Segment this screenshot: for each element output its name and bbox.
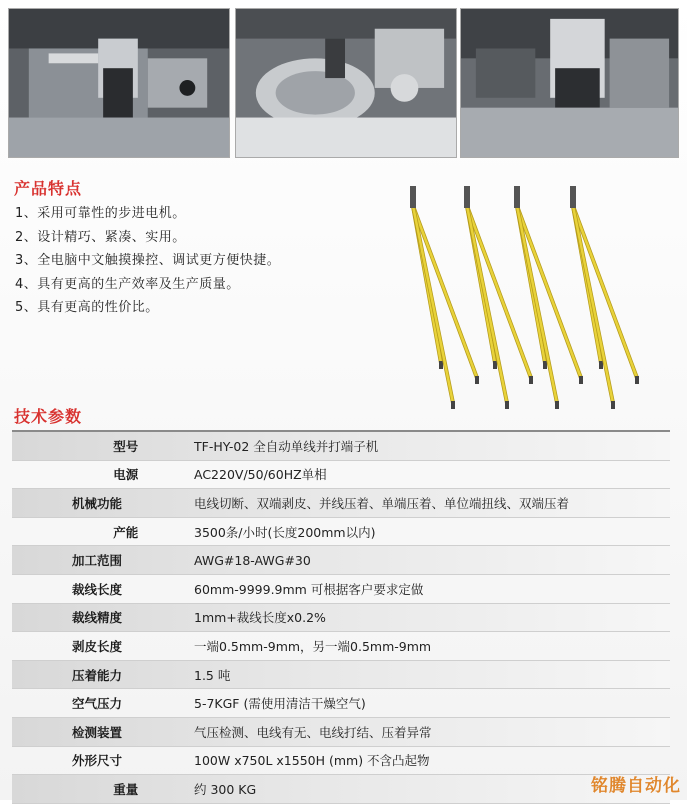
spec-row bbox=[12, 747, 670, 776]
terminal bbox=[611, 401, 615, 409]
spec-value: 一端0.5mm-9mm，另一端0.5mm-9mm bbox=[194, 638, 432, 654]
spec-label: 裁线长度 bbox=[71, 581, 122, 597]
spec-value: 100W x750L x1550H (mm) 不含凸起物 bbox=[194, 753, 430, 769]
wire bbox=[467, 206, 507, 403]
wire bbox=[573, 206, 637, 378]
spec-row bbox=[12, 489, 670, 518]
connector bbox=[410, 186, 416, 208]
spec-label: 型号 bbox=[113, 438, 139, 454]
spec-row bbox=[12, 575, 670, 604]
spec-label: 机械功能 bbox=[71, 495, 122, 511]
spec-row bbox=[12, 718, 670, 747]
machine-photo-1 bbox=[8, 8, 230, 158]
spec-row bbox=[12, 775, 670, 804]
spec-label: 外形尺寸 bbox=[71, 753, 122, 769]
machine-photo-2 bbox=[235, 8, 457, 158]
spec-label: 检测装置 bbox=[71, 724, 122, 740]
terminal bbox=[493, 361, 497, 369]
feature-item: 4、具有更高的生产效率及生产质量。 bbox=[15, 276, 240, 292]
specs-title: 技术参数 bbox=[14, 407, 83, 426]
terminal bbox=[555, 401, 559, 409]
spec-label: 重量 bbox=[113, 781, 139, 797]
spec-value: 5-7KGF (需使用清洁干燥空气) bbox=[194, 696, 366, 712]
spec-label: 空气压力 bbox=[71, 696, 122, 712]
feature-item: 5、具有更高的性价比。 bbox=[15, 300, 159, 315]
wire-harness bbox=[514, 186, 583, 409]
spec-row bbox=[12, 689, 670, 718]
spec-row bbox=[12, 604, 670, 633]
features-list bbox=[15, 202, 280, 320]
connector bbox=[464, 186, 470, 208]
spec-row bbox=[12, 461, 670, 490]
spec-label: 加工范围 bbox=[71, 553, 122, 569]
terminal bbox=[439, 361, 443, 369]
spec-label: 压着能力 bbox=[71, 667, 122, 683]
feature-item: 1、采用可靠性的步进电机。 bbox=[15, 206, 186, 221]
spec-row bbox=[12, 432, 670, 461]
spec-row bbox=[12, 632, 670, 661]
spec-label: 剥皮长度 bbox=[71, 638, 122, 654]
machine-photo-3 bbox=[460, 8, 679, 158]
machine-photo-strip bbox=[8, 8, 679, 158]
terminal bbox=[543, 361, 547, 369]
spec-label: 产能 bbox=[113, 524, 139, 540]
wire bbox=[413, 206, 453, 403]
wire bbox=[517, 206, 557, 403]
spec-value: 气压检测、电线有无、电线打结、压着异常 bbox=[194, 724, 432, 740]
wire bbox=[517, 206, 581, 378]
spec-label: 电源 bbox=[113, 467, 139, 483]
terminal bbox=[475, 376, 479, 384]
brand-name: 铭腾自动化 bbox=[591, 776, 681, 796]
spec-value: 约 300 KG bbox=[194, 781, 257, 797]
connector bbox=[570, 186, 576, 208]
wire-harness-image bbox=[385, 178, 675, 413]
spec-row bbox=[12, 518, 670, 547]
spec-value: 电线切断、双端剥皮、并线压着、单端压着、单位端扭线、双端压着 bbox=[194, 495, 570, 511]
terminal bbox=[579, 376, 583, 384]
spec-value: 3500条/小时(长度200mm以内) bbox=[194, 524, 376, 540]
terminal bbox=[599, 361, 603, 369]
terminal bbox=[529, 376, 533, 384]
spec-value: 1.5 吨 bbox=[194, 667, 231, 683]
spec-value: AC220V/50/60HZ单相 bbox=[194, 467, 327, 483]
spec-label: 裁线精度 bbox=[71, 610, 122, 626]
terminal bbox=[451, 401, 455, 409]
spec-row bbox=[12, 661, 670, 690]
spec-value: 1mm+裁线长度x0.2% bbox=[194, 610, 326, 626]
feature-item: 2、设计精巧、紧凑、实用。 bbox=[15, 229, 186, 245]
terminal bbox=[505, 401, 509, 409]
spec-row bbox=[12, 546, 670, 575]
terminal bbox=[635, 376, 639, 384]
spec-value: TF-HY-02 全自动单线并打端子机 bbox=[194, 438, 379, 454]
features-title: 产品特点 bbox=[14, 179, 83, 198]
spec-value: AWG#18-AWG#30 bbox=[194, 552, 311, 568]
spec-table bbox=[12, 430, 670, 804]
feature-item: 3、全电脑中文触摸操控、调试更方便快捷。 bbox=[15, 253, 281, 268]
wire bbox=[413, 206, 477, 378]
spec-value: 60mm-9999.9mm 可根据客户要求定做 bbox=[194, 581, 424, 597]
connector bbox=[514, 186, 520, 208]
